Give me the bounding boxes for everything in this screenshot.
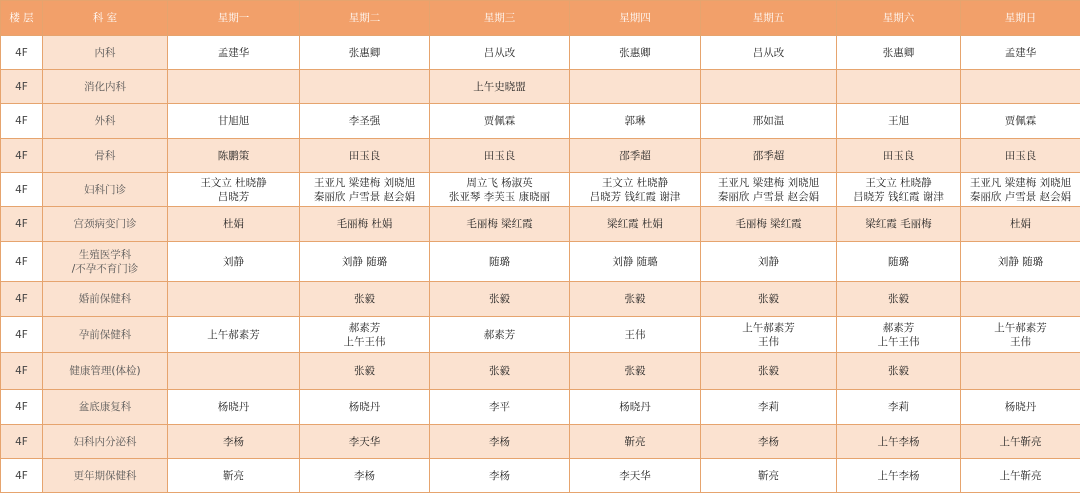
- doctor-cell: [168, 317, 300, 353]
- doctor-names: 李杨: [758, 435, 779, 448]
- doctor-names: 吕晓芳: [217, 190, 250, 203]
- doctor-names: 李圣强: [348, 115, 381, 127]
- doctor-cell: [570, 317, 701, 353]
- floor-cell: 4F: [1, 207, 43, 242]
- doctor-cell: [430, 207, 570, 242]
- department-cell: [43, 36, 168, 70]
- doctor-cell: [837, 425, 961, 459]
- doctor-cell: [168, 353, 300, 390]
- doctor-names: 杨晓丹: [217, 401, 250, 413]
- doctor-names: 王文立 杜晓静: [200, 176, 267, 189]
- doctor-names: 毛丽梅 梁红霞: [466, 218, 533, 230]
- doctor-names: 张毅: [624, 365, 646, 377]
- doctor-names: 王文立 杜晓静: [601, 176, 669, 189]
- doctor-names: 李莉: [888, 401, 909, 413]
- table-row: [1, 425, 1080, 459]
- department-name: 孕前保健科: [78, 328, 132, 341]
- doctor-cell: [168, 104, 300, 139]
- doctor-cell: [570, 104, 701, 139]
- doctor-cell: [961, 282, 1080, 317]
- doctor-names: 李天华: [348, 435, 381, 448]
- schedule-body: [1, 36, 1080, 493]
- doctor-cell: [168, 139, 300, 173]
- doctor-names: 邢如温: [752, 115, 785, 127]
- floor-cell: 4F: [1, 353, 43, 390]
- doctor-names: 张毅: [354, 365, 375, 377]
- doctor-cell: [837, 459, 961, 493]
- floor-cell: 4F: [1, 425, 43, 459]
- doctor-cell: [300, 317, 430, 353]
- header-tuesday: 星期二: [300, 1, 430, 36]
- doctor-names: 周立飞 杨淑英: [466, 176, 533, 189]
- doctor-cell: [430, 282, 570, 317]
- doctor-names: 梁红霞 杜娟: [607, 218, 663, 230]
- department-name: 健康管理(体检): [69, 365, 141, 377]
- table-row: [1, 317, 1080, 353]
- table-row: [1, 173, 1080, 207]
- doctor-cell: [300, 139, 430, 173]
- doctor-names: 吕晓芳 钱红霞 谢津: [853, 190, 944, 203]
- doctor-cell: [837, 139, 961, 173]
- doctor-names: 上午靳亮: [999, 435, 1042, 448]
- doctor-names: 王伟: [1010, 335, 1031, 348]
- doctor-names: 吕从改: [752, 46, 785, 59]
- doctor-cell: [570, 70, 701, 104]
- doctor-cell: [300, 207, 430, 242]
- doctor-names: 张毅: [758, 365, 779, 377]
- department-cell: [43, 139, 168, 173]
- department-cell: [43, 104, 168, 139]
- doctor-cell: [701, 317, 837, 353]
- doctor-names: 上午靳亮: [999, 469, 1042, 482]
- doctor-names: 李天华: [619, 469, 651, 482]
- doctor-names: 陈鹏策: [217, 149, 250, 162]
- table-row: [1, 282, 1080, 317]
- doctor-cell: [570, 459, 701, 493]
- doctor-cell: [430, 70, 570, 104]
- doctor-names: 张毅: [354, 293, 375, 305]
- floor-cell: 4F: [1, 139, 43, 173]
- doctor-names: 张毅: [888, 293, 909, 305]
- department-cell: [43, 425, 168, 459]
- doctor-names: 刘静 随璐: [997, 255, 1044, 268]
- table-row: [1, 207, 1080, 242]
- doctor-names: 王伟: [624, 328, 646, 341]
- doctor-cell: [300, 390, 430, 425]
- doctor-cell: [168, 459, 300, 493]
- department-name: 更年期保健科: [73, 469, 137, 482]
- doctor-cell: [168, 282, 300, 317]
- floor-cell: 4F: [1, 70, 43, 104]
- department-cell: [43, 70, 168, 104]
- doctor-cell: [837, 317, 961, 353]
- department-name: 生殖医学科: [78, 248, 132, 261]
- floor-cell: 4F: [1, 104, 43, 139]
- doctor-names: 吕晓芳 钱红霞 谢津: [589, 190, 681, 203]
- floor-cell: 4F: [1, 282, 43, 317]
- doctor-cell: [430, 104, 570, 139]
- doctor-cell: [570, 173, 701, 207]
- doctor-cell: [701, 282, 837, 317]
- doctor-cell: [701, 242, 837, 282]
- doctor-names: 孟建华: [217, 46, 250, 59]
- doctor-cell: [570, 207, 701, 242]
- department-cell: [43, 353, 168, 390]
- doctor-names: 甘旭旭: [217, 115, 250, 127]
- doctor-cell: [837, 70, 961, 104]
- doctor-cell: [837, 353, 961, 390]
- table-row: [1, 104, 1080, 139]
- header-floor: 楼 层: [1, 1, 43, 36]
- doctor-names: 杜娟: [1010, 218, 1031, 230]
- doctor-cell: [701, 36, 837, 70]
- doctor-names: 孟建华: [1004, 46, 1037, 59]
- doctor-cell: [701, 390, 837, 425]
- department-cell: [43, 317, 168, 353]
- doctor-cell: [570, 390, 701, 425]
- doctor-cell: [300, 425, 430, 459]
- doctor-cell: [430, 390, 570, 425]
- doctor-cell: [837, 104, 961, 139]
- table-row: [1, 70, 1080, 104]
- doctor-cell: [570, 425, 701, 459]
- floor-cell: 4F: [1, 242, 43, 282]
- doctor-cell: [570, 353, 701, 390]
- department-name: 内科: [94, 46, 116, 59]
- doctor-names: 张惠卿: [619, 46, 651, 59]
- doctor-cell: [300, 282, 430, 317]
- doctor-names: 秦丽欣 卢雪景 赵会娟: [717, 190, 820, 203]
- doctor-names: 张毅: [758, 293, 779, 305]
- doctor-names: 靳亮: [223, 469, 244, 482]
- doctor-names: 邵季超: [752, 149, 785, 162]
- doctor-cell: [701, 70, 837, 104]
- doctor-names: 贾佩霖: [1004, 115, 1037, 127]
- doctor-cell: [300, 353, 430, 390]
- department-name: 骨科: [94, 149, 116, 162]
- doctor-cell: [430, 36, 570, 70]
- doctor-cell: [168, 173, 300, 207]
- doctor-cell: [300, 459, 430, 493]
- doctor-names: 杨晓丹: [1004, 401, 1037, 413]
- doctor-cell: [570, 242, 701, 282]
- doctor-names: 李莉: [758, 401, 779, 413]
- doctor-cell: [961, 317, 1080, 353]
- doctor-names: 秦丽欣 卢雪景 赵会娟: [969, 190, 1072, 203]
- doctor-cell: [701, 207, 837, 242]
- doctor-names: 李平: [489, 401, 510, 413]
- doctor-names: 梁红霞 毛丽梅: [865, 218, 932, 230]
- doctor-cell: [837, 390, 961, 425]
- doctor-names: 王亚凡 梁建梅 刘晓旭: [313, 176, 416, 189]
- doctor-names: 田玉良: [483, 149, 516, 162]
- doctor-cell: [961, 242, 1080, 282]
- doctor-names: 贾佩霖: [483, 115, 516, 127]
- doctor-names: 上午郝素芳: [994, 321, 1047, 334]
- header-wednesday: 星期三: [430, 1, 570, 36]
- doctor-names: 王亚凡 梁建梅 刘晓旭: [969, 176, 1072, 189]
- doctor-cell: [430, 139, 570, 173]
- floor-cell: 4F: [1, 459, 43, 493]
- doctor-cell: [430, 173, 570, 207]
- table-row: [1, 242, 1080, 282]
- doctor-names: 刘静: [758, 255, 779, 268]
- doctor-names: 杨晓丹: [348, 401, 381, 413]
- doctor-cell: [430, 353, 570, 390]
- table-row: [1, 390, 1080, 425]
- table-row: [1, 139, 1080, 173]
- doctor-names: 张毅: [489, 365, 510, 377]
- doctor-cell: [837, 36, 961, 70]
- header-thursday: 星期四: [570, 1, 701, 36]
- doctor-names: 上午王伟: [343, 335, 386, 348]
- department-cell: [43, 207, 168, 242]
- doctor-names: 王旭: [888, 115, 909, 127]
- department-name: 消化内科: [84, 80, 126, 93]
- doctor-cell: [701, 425, 837, 459]
- department-cell: [43, 173, 168, 207]
- doctor-cell: [300, 104, 430, 139]
- doctor-cell: [837, 207, 961, 242]
- department-name: 外科: [94, 115, 116, 127]
- doctor-names: 上午李杨: [877, 469, 920, 482]
- doctor-names: 秦丽欣 卢雪景 赵会娟: [313, 190, 416, 203]
- department-name: /不孕不育门诊: [71, 262, 139, 275]
- doctor-names: 上午史晓盟: [473, 80, 526, 93]
- department-name: 宫颈病变门诊: [73, 218, 137, 230]
- doctor-names: 靳亮: [758, 469, 779, 482]
- floor-cell: 4F: [1, 36, 43, 70]
- doctor-cell: [168, 390, 300, 425]
- doctor-names: 杜娟: [223, 218, 244, 230]
- doctor-names: 郝素芳: [348, 321, 381, 334]
- doctor-names: 毛丽梅 杜娟: [336, 218, 393, 230]
- doctor-names: 田玉良: [1004, 149, 1037, 162]
- header-friday: 星期五: [701, 1, 837, 36]
- doctor-cell: [168, 207, 300, 242]
- doctor-cell: [701, 353, 837, 390]
- doctor-names: 吕从改: [483, 46, 516, 59]
- doctor-names: 王亚凡 梁建梅 刘晓旭: [717, 176, 820, 189]
- doctor-cell: [961, 70, 1080, 104]
- doctor-cell: [300, 36, 430, 70]
- doctor-names: 王伟: [758, 335, 779, 348]
- doctor-names: 郝素芳: [882, 321, 915, 334]
- header-department: 科 室: [43, 1, 168, 36]
- doctor-names: 刘静 随璐: [612, 255, 658, 268]
- floor-cell: 4F: [1, 173, 43, 207]
- doctor-names: 靳亮: [624, 435, 646, 448]
- doctor-names: 张惠卿: [348, 46, 381, 59]
- doctor-cell: [168, 425, 300, 459]
- doctor-names: 邵季超: [619, 149, 651, 162]
- doctor-names: 张毅: [888, 365, 909, 377]
- doctor-names: 田玉良: [882, 149, 915, 162]
- doctor-names: 李杨: [489, 469, 510, 482]
- doctor-cell: [961, 459, 1080, 493]
- header-monday: 星期一: [168, 1, 300, 36]
- doctor-cell: [837, 173, 961, 207]
- department-name: 婚前保健科: [78, 293, 132, 305]
- doctor-names: 上午王伟: [877, 335, 920, 348]
- doctor-cell: [168, 242, 300, 282]
- floor-cell: 4F: [1, 317, 43, 353]
- doctor-cell: [961, 353, 1080, 390]
- doctor-names: 张毅: [624, 293, 646, 305]
- doctor-cell: [430, 242, 570, 282]
- doctor-cell: [168, 70, 300, 104]
- table-row: [1, 36, 1080, 70]
- doctor-cell: [961, 173, 1080, 207]
- doctor-cell: [701, 139, 837, 173]
- doctor-names: 随璐: [888, 255, 909, 268]
- department-cell: [43, 390, 168, 425]
- header-row: [1, 1, 1080, 36]
- department-cell: [43, 282, 168, 317]
- doctor-names: 张毅: [489, 293, 510, 305]
- doctor-cell: [570, 36, 701, 70]
- doctor-names: 上午郝素芳: [742, 321, 795, 334]
- doctor-names: 王文立 杜晓静: [865, 176, 932, 189]
- doctor-names: 张亚琴 李芙玉 康晓丽: [448, 190, 551, 203]
- doctor-cell: [701, 173, 837, 207]
- doctor-cell: [961, 139, 1080, 173]
- floor-cell: 4F: [1, 390, 43, 425]
- doctor-names: 张惠卿: [882, 46, 915, 59]
- header-saturday: 星期六: [837, 1, 961, 36]
- doctor-cell: [300, 242, 430, 282]
- doctor-cell: [430, 459, 570, 493]
- department-name: 妇科内分泌科: [73, 435, 137, 448]
- doctor-cell: [837, 242, 961, 282]
- doctor-cell: [837, 282, 961, 317]
- doctor-names: 上午郝素芳: [207, 328, 260, 341]
- doctor-names: 李杨: [354, 469, 375, 482]
- doctor-cell: [961, 390, 1080, 425]
- doctor-names: 上午李杨: [877, 435, 920, 448]
- department-cell: [43, 242, 168, 282]
- table-row: [1, 459, 1080, 493]
- doctor-cell: [961, 207, 1080, 242]
- doctor-cell: [570, 139, 701, 173]
- doctor-names: 杨晓丹: [619, 401, 651, 413]
- doctor-cell: [701, 104, 837, 139]
- doctor-names: 刘静: [223, 255, 244, 268]
- doctor-cell: [961, 36, 1080, 70]
- doctor-names: 郝素芳: [483, 328, 516, 341]
- table-row: [1, 353, 1080, 390]
- doctor-names: 郭琳: [624, 115, 646, 127]
- doctor-names: 毛丽梅 梁红霞: [735, 218, 802, 230]
- doctor-cell: [701, 459, 837, 493]
- doctor-cell: [300, 173, 430, 207]
- department-cell: [43, 459, 168, 493]
- doctor-cell: [430, 425, 570, 459]
- department-name: 盆底康复科: [78, 401, 132, 413]
- doctor-cell: [168, 36, 300, 70]
- doctor-cell: [961, 104, 1080, 139]
- doctor-names: 刘静 随璐: [341, 255, 388, 268]
- doctor-names: 随璐: [489, 255, 510, 268]
- doctor-names: 李杨: [223, 435, 244, 448]
- doctor-cell: [430, 317, 570, 353]
- doctor-cell: [961, 425, 1080, 459]
- doctor-names: 田玉良: [348, 149, 381, 162]
- department-name: 妇科门诊: [84, 183, 126, 196]
- doctor-cell: [300, 70, 430, 104]
- doctor-cell: [570, 282, 701, 317]
- header-sunday: 星期日: [961, 1, 1080, 36]
- doctor-names: 李杨: [489, 435, 510, 448]
